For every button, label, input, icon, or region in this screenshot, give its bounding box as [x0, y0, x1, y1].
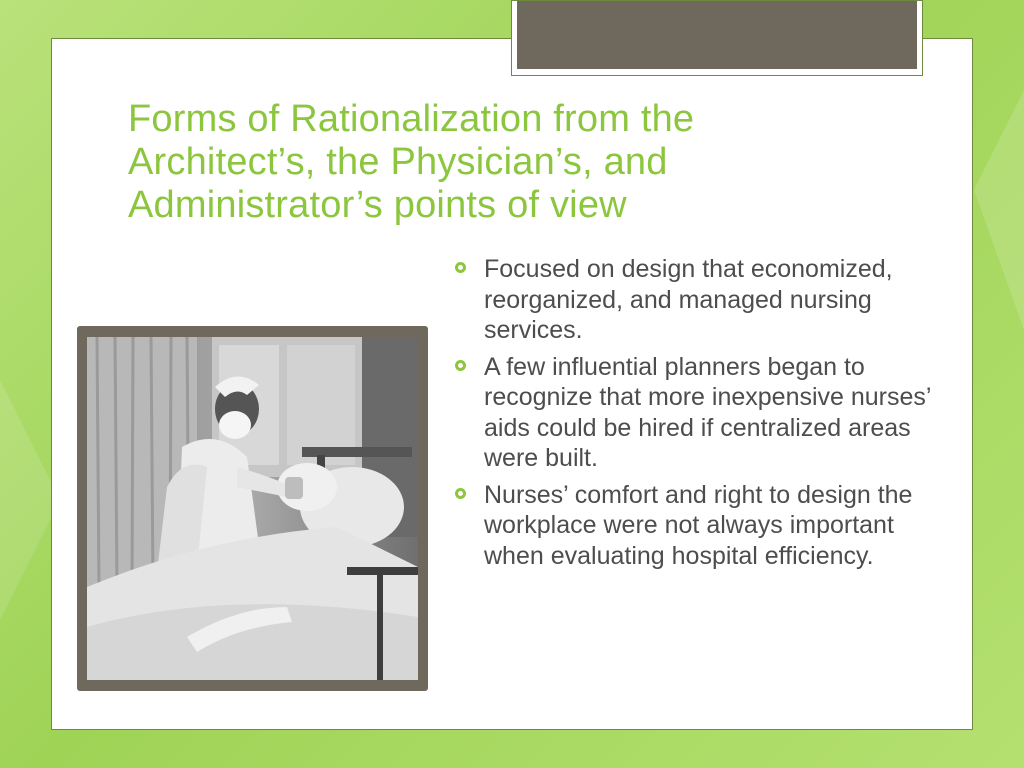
title-tab-decoration: [511, 0, 923, 76]
photo-frame: [77, 326, 428, 691]
bullet-list: [452, 254, 952, 577]
background-facet: [974, 90, 1024, 330]
hospital-nurse-patient-photo-icon: [87, 337, 418, 680]
bullet-text: Nurses’ comfort and right to design the workplace were not always important when evaluating hospital efficiency.: [484, 480, 913, 570]
slide-title: Forms of Rationalization from the Architect’s, the Physician’s, and Administrator’s points of view: [128, 98, 695, 226]
bullet-item: [452, 480, 952, 572]
bullet-ring-icon: [455, 360, 466, 371]
bullet-text: A few influential planners began to recognize that more inexpensive nurses’ aids could be hired if centralized areas were built.: [484, 352, 931, 472]
bullet-ring-icon: [455, 488, 466, 499]
bullet-text: Focused on design that economized, reorganized, and managed nursing services.: [484, 255, 893, 344]
title-tab-fill: [517, 1, 917, 69]
bullet-item: [452, 254, 952, 346]
bullet-item: [452, 352, 952, 474]
bullet-ring-icon: [455, 262, 466, 273]
